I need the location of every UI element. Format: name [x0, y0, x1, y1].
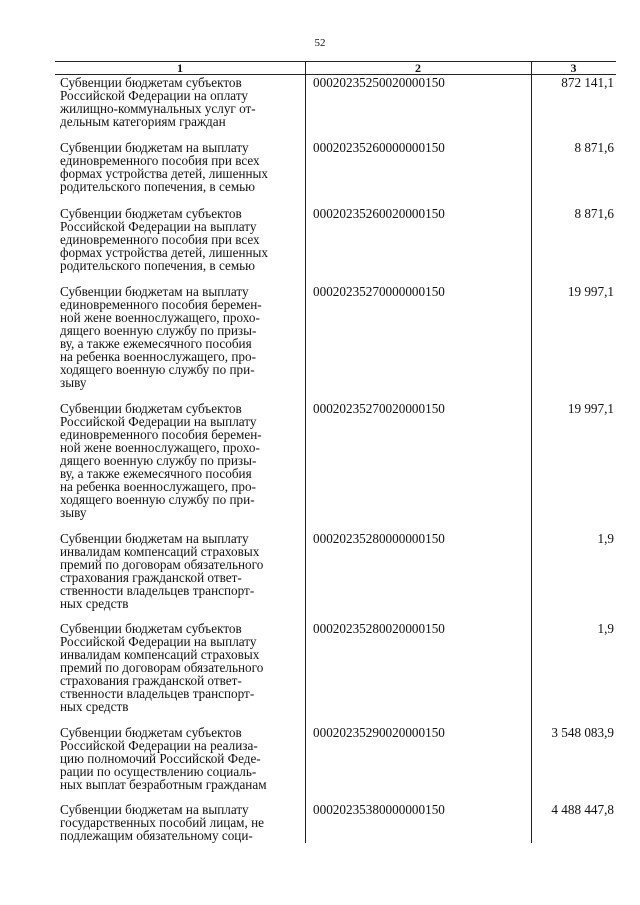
row-description: Субвенции бюджетам на выплату инвалидам компенсаций страховых премий по договорам обязательного страхования гражданской ответ- ственности владельцев транспорт- ных средств	[60, 531, 264, 611]
row-code: 00020235280000000150	[313, 531, 445, 546]
row-description: Субвенции бюджетам субъектов Российской Федерации на выплату единовременного пособия беремен- ной жене военнослужащего, прохо- дящего военную службу по призы- ву, а также ежемесячного пособия на ребенка военнослужащего, про- ходящего военную службу по при- зыву	[60, 401, 262, 520]
row-amount: 19 997,1	[567, 401, 614, 416]
page-number: 52	[314, 37, 326, 49]
row-amount: 872 141,1	[561, 75, 614, 90]
row-code: 00020235380000000150	[313, 802, 445, 817]
row-amount: 8 871,6	[574, 140, 614, 155]
row-amount: 4 488 447,8	[551, 802, 614, 817]
row-code: 00020235250020000150	[313, 75, 445, 90]
row-amount: 19 997,1	[567, 284, 614, 299]
row-code: 00020235270020000150	[313, 401, 445, 416]
row-description: Субвенции бюджетам субъектов Российской Федерации на выплату единовременного пособия при всех формах устройства детей, лишенных родительского попечения, в семью	[60, 206, 269, 273]
row-code: 00020235260020000150	[313, 206, 445, 221]
row-code: 00020235280020000150	[313, 621, 445, 636]
column-divider	[531, 61, 532, 843]
row-description: Субвенции бюджетам на выплату единовременного пособия при всех формах устройства детей, лишенных родительского попечения, в семью	[60, 140, 269, 194]
row-amount: 3 548 083,9	[551, 725, 614, 740]
column-header-1: 1	[177, 61, 183, 75]
row-amount: 8 871,6	[574, 206, 614, 221]
column-header-3: 3	[570, 61, 577, 75]
row-amount: 1,9	[597, 621, 614, 636]
row-description: Субвенции бюджетам на выплату государственных пособий лицам, не подлежащим обязательному соци-	[60, 802, 265, 843]
row-description: Субвенции бюджетам на выплату единовременного пособия беремен- ной жене военнослужащего, прохо- дящего военную службу по призы- ву, а также ежемесячного пособия на ребенка военнослужащего, про- ходящего военную службу по при- зыву	[60, 284, 262, 390]
column-header-2: 2	[415, 61, 421, 75]
row-description: Субвенции бюджетам субъектов Российской Федерации на оплату жилищно-коммунальных услуг от- дельным категориям граждан	[60, 75, 256, 129]
row-description: Субвенции бюджетам субъектов Российской Федерации на реализа- цию полномочий Российской Феде- рации по осуществлению социаль- ных выплат безработным гражданам	[60, 725, 267, 792]
row-code: 00020235290020000150	[313, 725, 445, 740]
row-description: Субвенции бюджетам субъектов Российской Федерации на выплату инвалидам компенсаций страховых премий по договорам обязательного страхования гражданской ответ- ственности владельцев транспорт- ных средств	[60, 621, 264, 714]
row-code: 00020235270000000150	[313, 284, 445, 299]
row-code: 00020235260000000150	[313, 140, 445, 155]
column-divider	[305, 61, 306, 843]
row-amount: 1,9	[597, 531, 614, 546]
